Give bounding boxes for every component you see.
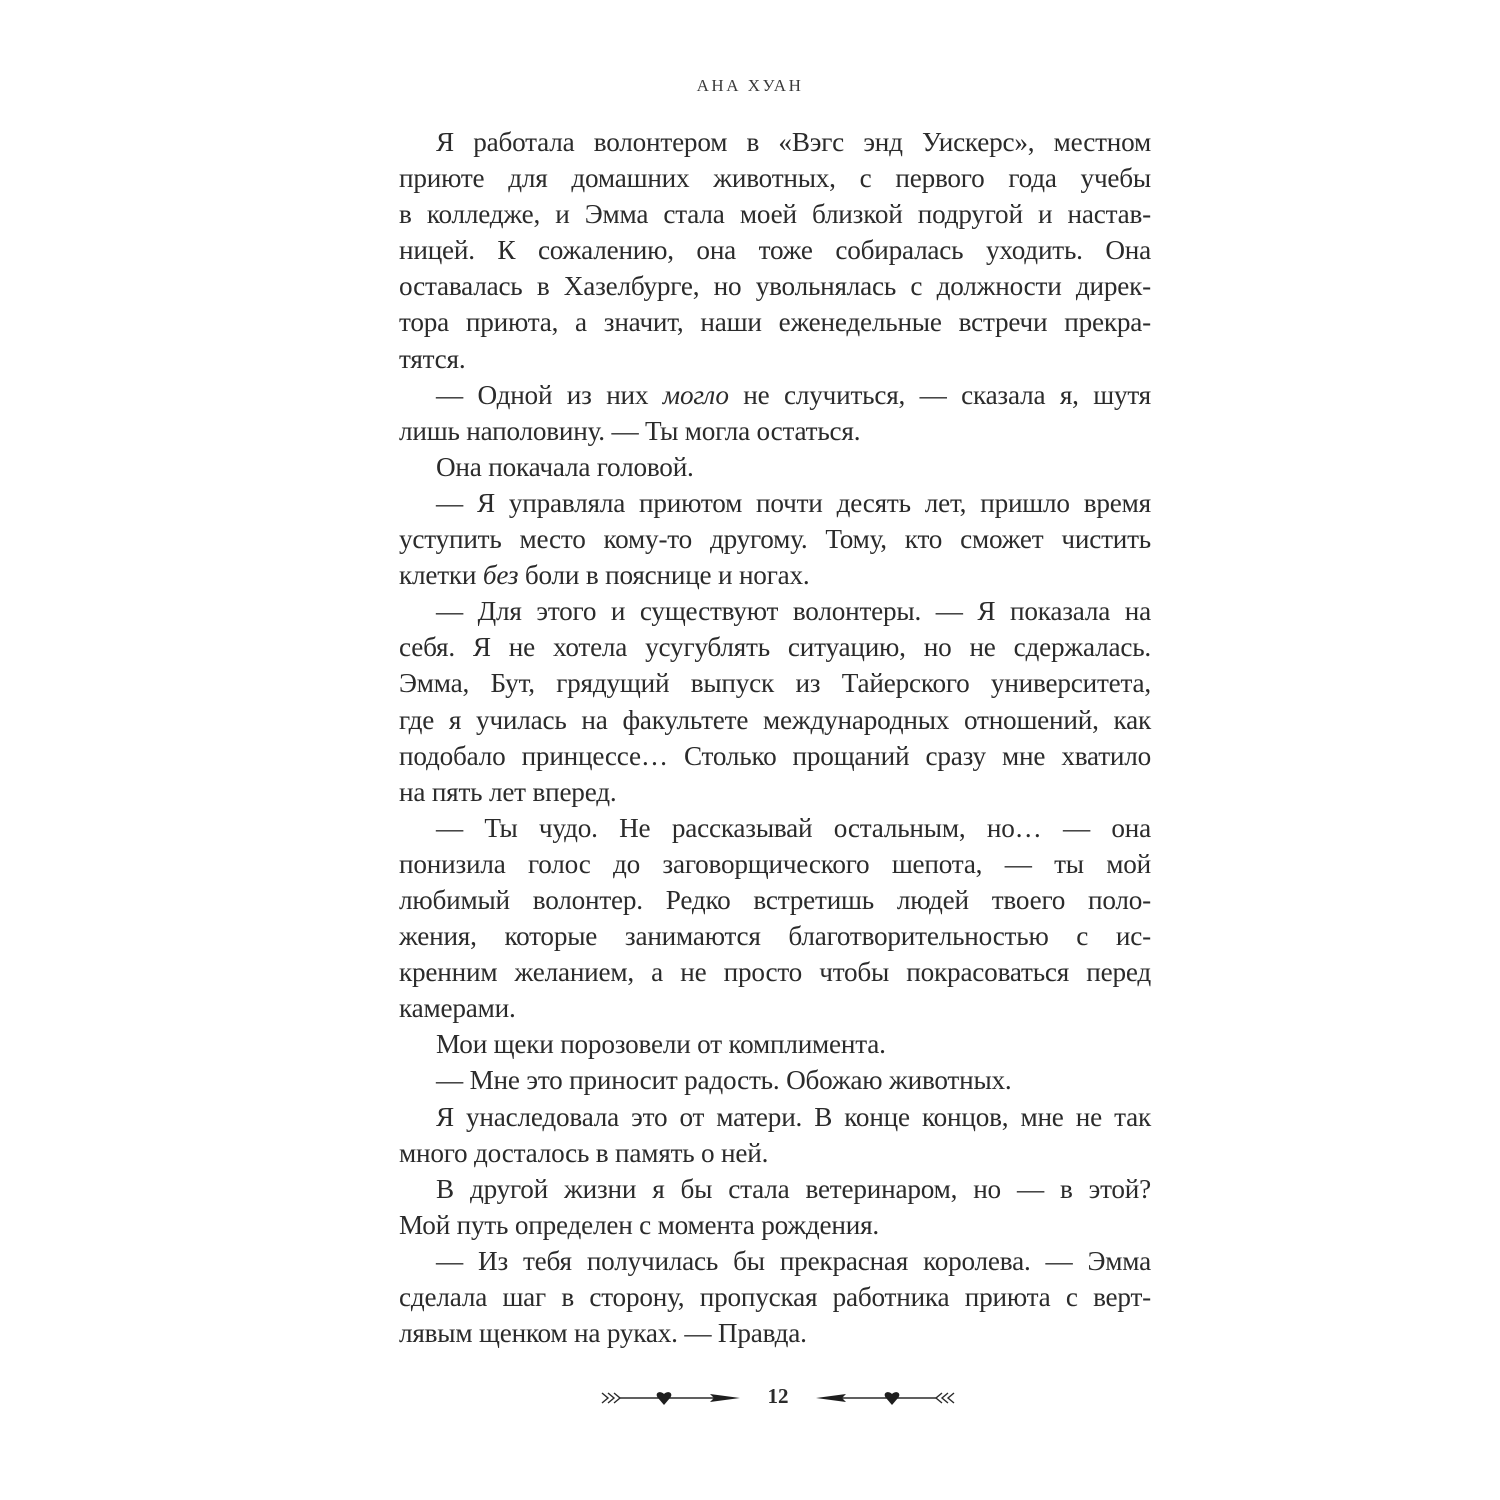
text-line: Мои щеки порозовели от комплимента. bbox=[436, 1029, 886, 1060]
text-line: жения, которые занимаются благотворительностью с ис- bbox=[399, 921, 1151, 952]
text-line: — Ты чудо. Не рассказывай остальным, но… — она bbox=[436, 812, 1151, 843]
text-line: — Из тебя получилась бы прекрасная королева. — Эмма bbox=[436, 1245, 1151, 1276]
text-line: в колледже, и Эмма стала моей близкой подругой и настав- bbox=[399, 199, 1151, 230]
text-line: — Для этого и существуют волонтеры. — Я показала на bbox=[436, 596, 1151, 627]
text-line: лявым щенком на руках. — Правда. bbox=[399, 1318, 807, 1349]
text-line: Я унаследовала это от матери. В конце концов, мне не так bbox=[436, 1101, 1151, 1132]
text-line: — Мне это приносит радость. Обожаю животных. bbox=[436, 1065, 1012, 1096]
text-segment: не случиться, — сказала я, шутя bbox=[728, 379, 1151, 410]
text-line: много досталось в память о ней. bbox=[399, 1137, 769, 1168]
text-line: В другой жизни я бы стала ветеринаром, но — в этой? bbox=[436, 1173, 1151, 1204]
text-line: ницей. К сожалению, она тоже собиралась уходить. Она bbox=[399, 235, 1151, 266]
page-footer bbox=[598, 1382, 958, 1414]
text-line: Она покачала головой. bbox=[436, 451, 694, 482]
text-line: тора приюта, а значит, наши еженедельные встречи прекра- bbox=[399, 307, 1151, 338]
text-line: — Я управляла приютом почти десять лет, пришло время bbox=[436, 487, 1151, 518]
text-line: себя. Я не хотела усугублять ситуацию, но не сдержалась. bbox=[399, 632, 1151, 663]
body-text bbox=[399, 124, 1151, 1351]
text-line: приюте для домашних животных, с первого года учебы bbox=[399, 163, 1151, 194]
text-segment: боли в пояснице и ногах. bbox=[518, 560, 810, 591]
page-number: 12 bbox=[767, 1384, 789, 1408]
text-line: уступить место кому-то другому. Тому, кто сможет чистить bbox=[399, 524, 1151, 555]
text-line: лишь наполовину. — Ты могла остаться. bbox=[399, 415, 861, 446]
text-line: камерами. bbox=[399, 993, 516, 1024]
running-head: АНА ХУАН bbox=[696, 76, 804, 95]
text-line: тятся. bbox=[399, 343, 466, 374]
arrow-heart-left-ornament-icon bbox=[598, 1382, 748, 1414]
text-segment: — Одной из них bbox=[436, 379, 663, 410]
emphasis-text: без bbox=[482, 560, 519, 591]
text-line bbox=[399, 377, 1151, 413]
text-line bbox=[399, 557, 1151, 593]
text-segment: клетки bbox=[399, 560, 483, 591]
text-line: понизила голос до заговорщического шепота, — ты мой bbox=[399, 848, 1151, 879]
text-line: оставалась в Хазелбурге, но увольнялась с должности дирек- bbox=[399, 271, 1151, 302]
text-line: на пять лет вперед. bbox=[399, 776, 617, 807]
text-line: подобало принцессе… Столько прощаний сразу мне хватило bbox=[399, 740, 1151, 771]
text-line: кренним желанием, а не просто чтобы покрасоваться перед bbox=[399, 957, 1151, 988]
arrow-heart-right-ornament-icon bbox=[808, 1382, 958, 1414]
text-line: любимый волонтер. Редко встретишь людей твоего поло- bbox=[399, 884, 1151, 915]
emphasis-text: могло bbox=[662, 379, 729, 410]
text-line: Эмма, Бут, грядущий выпуск из Тайерского университета, bbox=[399, 668, 1151, 699]
text-line: Мой путь определен с момента рождения. bbox=[399, 1209, 880, 1240]
text-line: Я работала волонтером в «Вэгс энд Уискерс», местном bbox=[436, 127, 1151, 157]
text-line: где я училась на факультете международных отношений, как bbox=[399, 704, 1151, 735]
text-line: сделала шаг в сторону, пропуская работника приюта с верт- bbox=[399, 1282, 1151, 1312]
